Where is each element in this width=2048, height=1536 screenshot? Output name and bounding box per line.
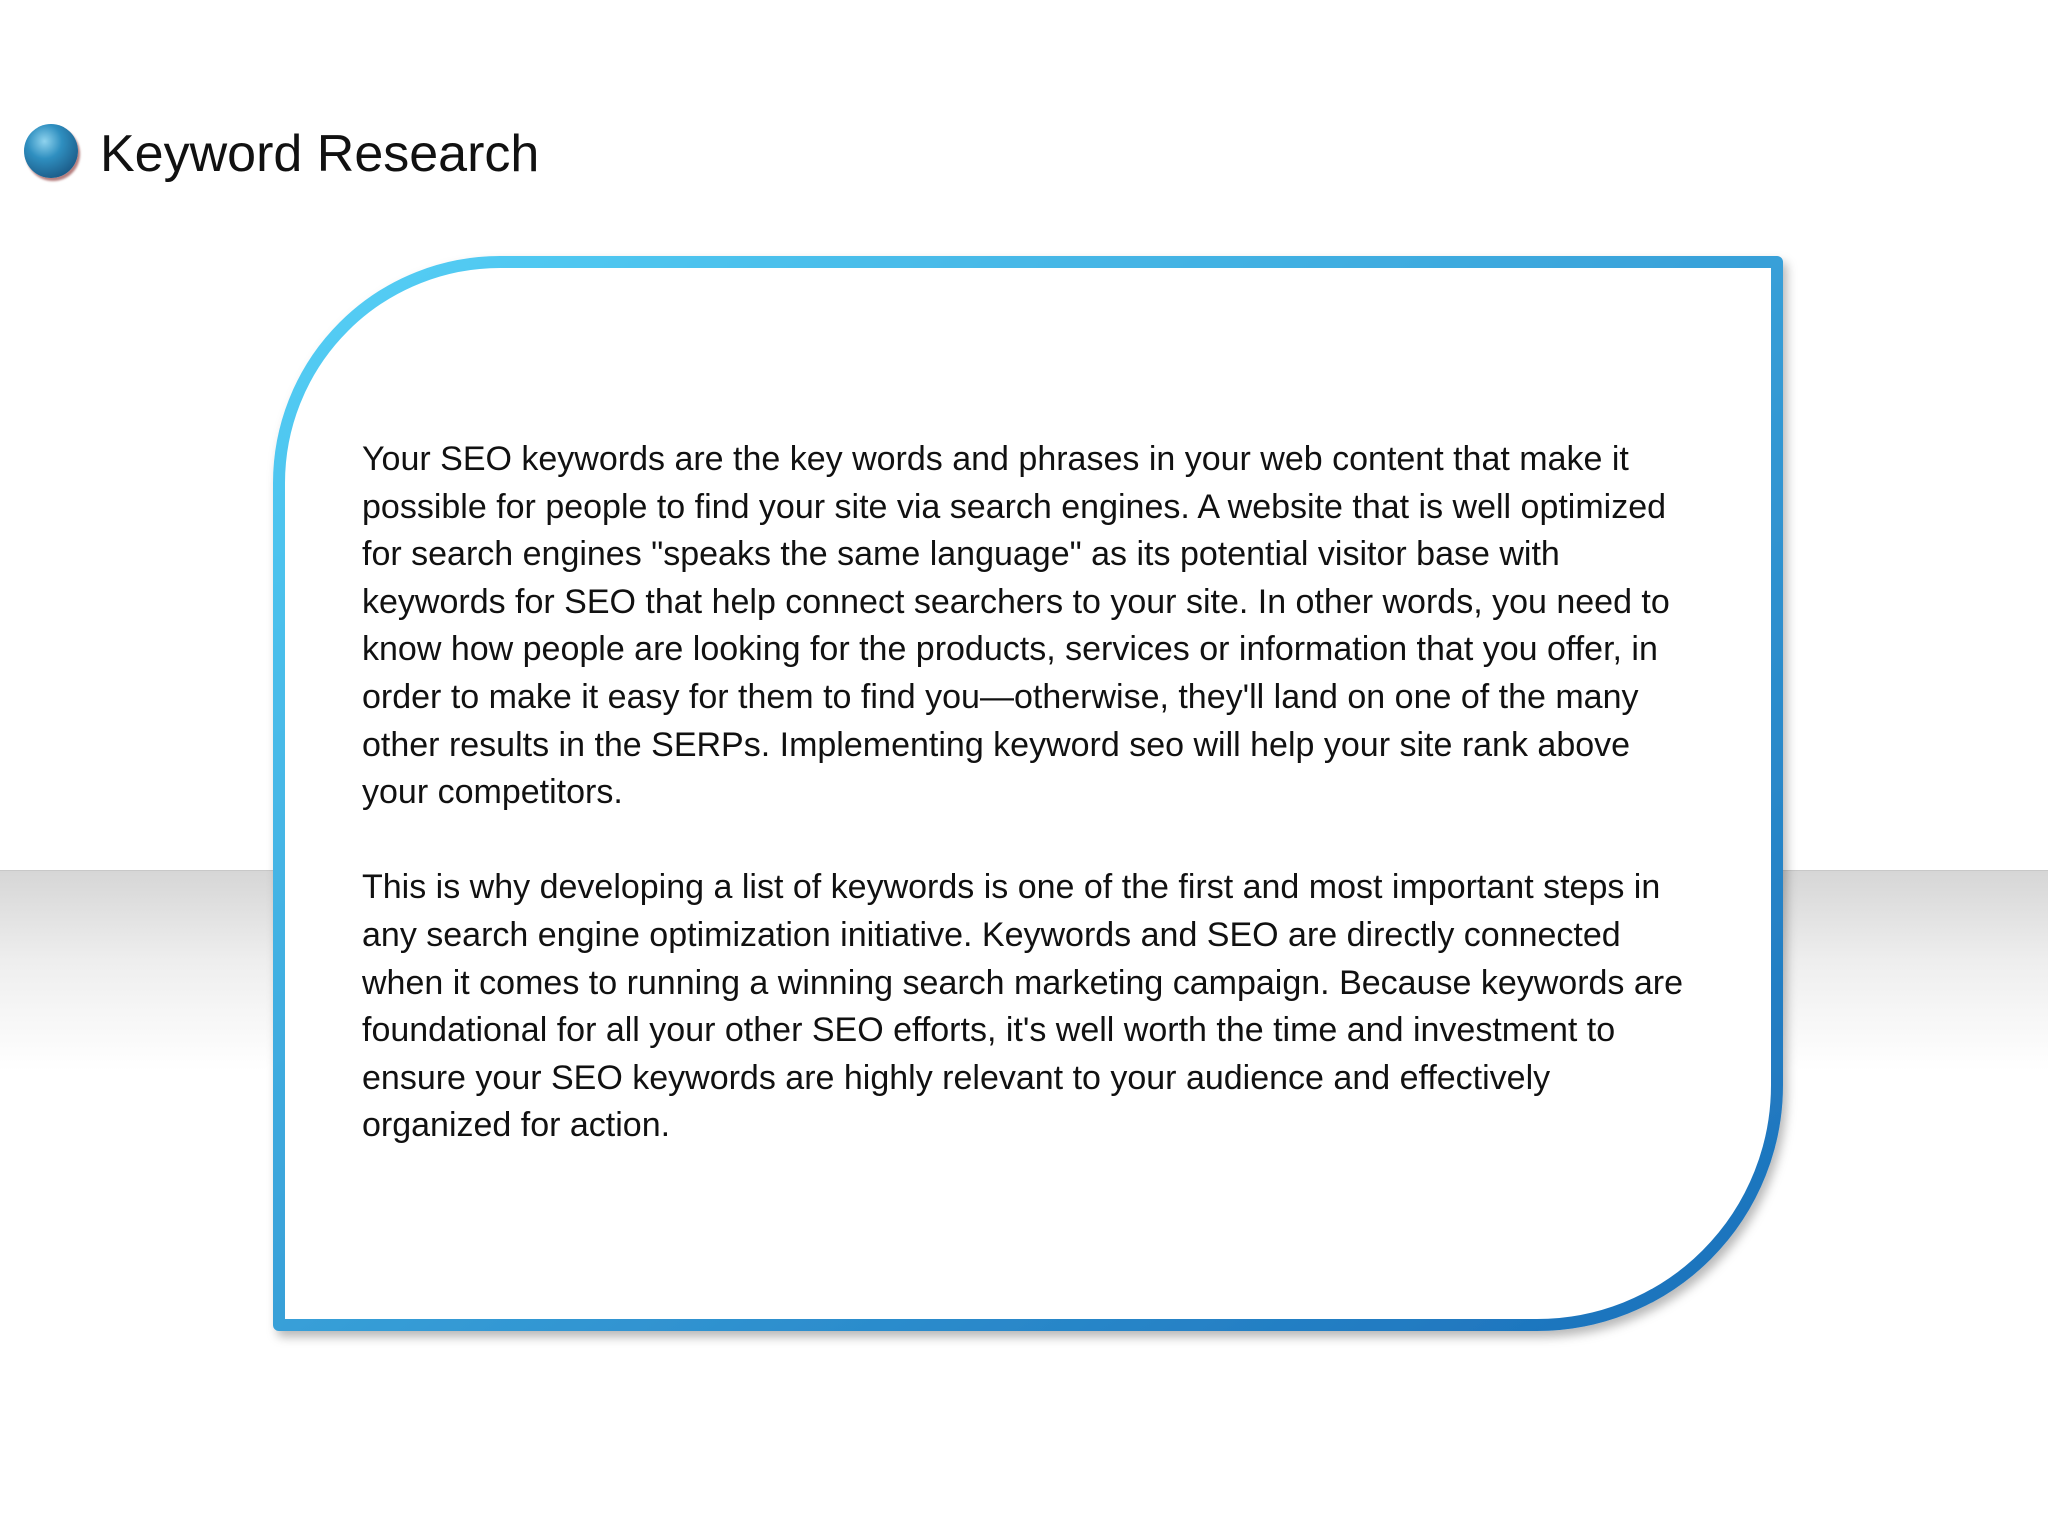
- paragraph-keywords-importance: This is why developing a list of keywords is one of the first and most important steps in any search engine optimization initiative. Keywords and SEO are directly connected when it comes to running a winning search marketing campaign. Because keywords are foundational for all your other SEO efforts, it's well worth the time and investment to ensure your SEO keywords are highly relevant to your audience and effectively organized for action.: [362, 868, 1684, 1145]
- slide-title: Keyword Research: [100, 125, 540, 183]
- paragraph-keywords-definition: Your SEO keywords are the key words and phrases in your web content that make it possible for people to find your site via search engines. A website that is well optimized for search engines "speaks the same language" as its potential visitor base with keywords for SEO that help connect searchers to your site. In other words, you need to know how people are looking for the products, services or information that you offer, in order to make it easy for them to find you—otherwise, they'll land on one of the many other results in the SERPs. Implementing keyword seo will help your site rank above your competitors.: [362, 440, 1670, 812]
- card-body-text: [362, 436, 1702, 1150]
